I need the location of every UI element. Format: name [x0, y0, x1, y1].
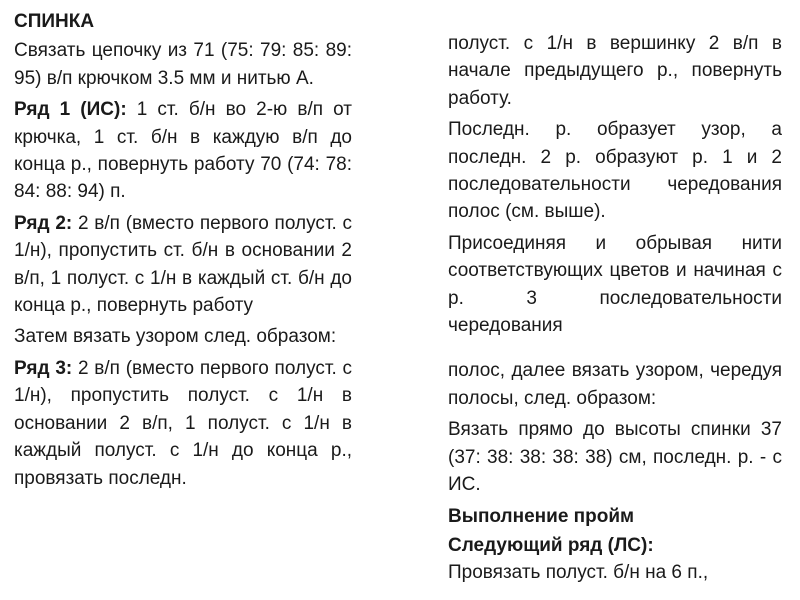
paragraph-continuation: полуст. с 1/н в вершинку 2 в/п в начале предыдущего р., повернуть работу. [448, 33, 782, 109]
paragraph-row-1 [14, 96, 352, 206]
right-column [448, 30, 782, 591]
column-gap [448, 343, 782, 357]
paragraph-join-colors: Присоединяя и обрывая нити соответствующих цветов и начиная с р. 3 последовательности чередования [448, 232, 782, 337]
paragraph-next-row [448, 532, 782, 587]
paragraph-chain: Связать цепочку из 71 (75: 79: 85: 89: 95) в/п крючком 3.5 мм и нитью А. [14, 40, 352, 89]
paragraph-work-straight: Вязать прямо до высоты спинки 37 (37: 38: 38: 38: 38) см, последн. р. - с ИС. [448, 419, 782, 496]
next-row-text: Провязать полуст. б/н на 6 п., [448, 562, 709, 584]
paragraph-stripes: полос, далее вязать узором, чередуя полосы, след. образом: [448, 360, 782, 409]
paragraph-row-3 [14, 355, 352, 492]
paragraph-then-pattern: Затем вязать узором след. образом: [14, 326, 337, 348]
row-2-text: 2 в/п (вместо первого полуст. с 1/н), пропустить ст. б/н в основании 2 в/п, 1 полуст. с 1/н в каждый ст. б/н до конца р., повернуть работу [14, 212, 352, 317]
next-row-label: Следующий ряд (ЛС): [448, 534, 654, 556]
row-3-label: Ряд 3: [14, 357, 73, 379]
paragraph-pattern-forms: Последн. р. образует узор, а последн. 2 р. образуют р. 1 и 2 последовательности чередования полос (см. выше). [448, 119, 782, 223]
row-1-label: Ряд 1 (ИС): [14, 99, 127, 121]
section-heading-armholes: Выполнение пройм [448, 505, 635, 527]
row-1-text: 1 ст. б/н во 2-ю в/п от крючка, 1 ст. б/н в каждую в/п до конца р., повернуть работу 70 (74: 78: 84: 88: 94) п. [14, 99, 352, 203]
row-3-text: 2 в/п (вместо первого полуст. с 1/н), пропустить полуст. с 1/н в основании 2 в/п, 1 полуст. с 1/н в каждый полуст. с 1/н до конца р., провязать последн. [14, 357, 352, 489]
left-column [14, 8, 352, 496]
paragraph-row-2 [14, 210, 352, 320]
section-heading-back: СПИНКА [14, 11, 95, 32]
row-2-label: Ряд 2: [14, 212, 73, 234]
